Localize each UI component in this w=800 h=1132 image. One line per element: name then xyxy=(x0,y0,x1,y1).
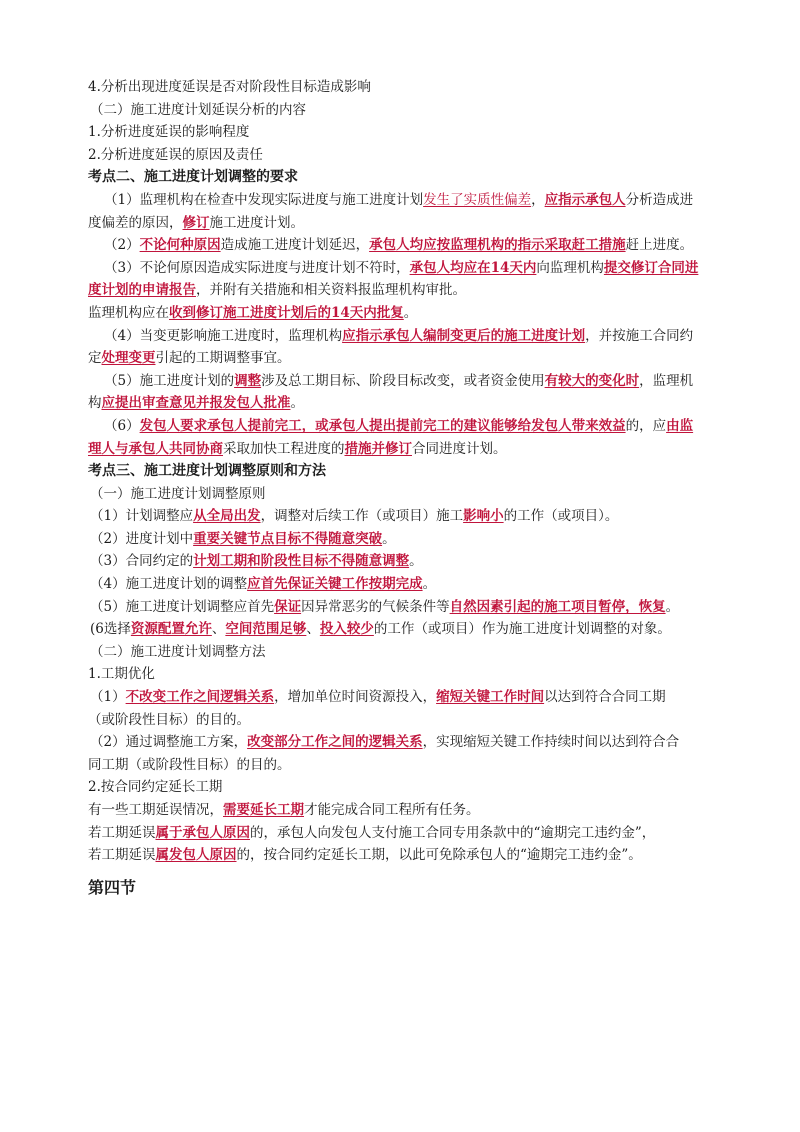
text-segment: 。 xyxy=(422,576,437,593)
text-line xyxy=(88,325,740,348)
text-segment: 2.分析进度延误的原因及责任 xyxy=(88,146,263,163)
text-segment: 。 xyxy=(665,598,680,615)
text-segment: （4）施工进度计划的调整 xyxy=(90,576,248,593)
text-line xyxy=(88,528,740,551)
text-segment: ，并附有关措施和相关资料报监理机构审批。 xyxy=(196,282,466,299)
text-line xyxy=(88,76,740,99)
document-body xyxy=(88,76,740,867)
text-segment: （2） xyxy=(104,237,140,254)
text-segment: 若工期延误 xyxy=(88,847,156,864)
text-line xyxy=(88,483,740,506)
text-line xyxy=(88,460,740,483)
text-segment: （二）施工进度计划延误分析的内容 xyxy=(90,101,306,118)
text-segment: 以达到符合合同工期 xyxy=(544,689,666,706)
text-line xyxy=(88,347,740,370)
highlighted-text: 收到修订施工进度计划后的14天内批复 xyxy=(169,304,404,321)
text-segment: （1） xyxy=(90,689,126,706)
text-segment: 的工作（或项目）。 xyxy=(503,508,619,525)
text-segment: （或阶段性目标）的目的。 xyxy=(88,711,250,728)
text-segment: ，监理机 xyxy=(639,372,694,389)
highlighted-text: 提交修订合同进 xyxy=(603,259,699,276)
highlighted-text: 属发包人原因 xyxy=(155,847,237,864)
highlighted-text: 措施并修订 xyxy=(344,440,412,457)
highlighted-text: 由监 xyxy=(666,417,694,434)
highlighted-text: 承包人均应按监理机构的指示采取赶工措施 xyxy=(369,237,626,254)
text-segment: 分析造成进 xyxy=(625,191,694,208)
text-line xyxy=(88,573,740,596)
text-segment: 2.按合同约定延长工期 xyxy=(88,779,223,796)
text-line xyxy=(88,550,740,573)
text-line xyxy=(88,709,740,732)
highlighted-text: 不论何种原因 xyxy=(139,237,221,254)
text-segment: (6选择 xyxy=(90,621,131,638)
text-segment: ，调整对后续工作（或项目）施工 xyxy=(260,508,464,525)
highlighted-text: 保证 xyxy=(274,598,302,615)
text-line xyxy=(88,822,740,845)
text-segment: 4.分析出现进度延误是否对阶段性目标造成影响 xyxy=(88,79,371,95)
text-segment: （2）通过调整施工方案， xyxy=(90,734,248,751)
text-segment: （二）施工进度计划调整方法 xyxy=(90,643,266,660)
text-segment: 的，按合同约定延长工期，以此可免除承包人的“逾期完工违约金”。 xyxy=(236,847,642,864)
text-segment: 合同进度计划。 xyxy=(412,440,507,457)
text-segment: 涉及总工期目标、阶段目标改变，或者资金使用 xyxy=(261,372,545,389)
text-line xyxy=(88,776,740,799)
highlighted-text: 自然因素引起的施工项目暂停，恢复 xyxy=(449,598,666,615)
text-segment: ， xyxy=(531,191,545,208)
text-segment: （1）监理机构在检查中发现实际进度与施工进度计划 xyxy=(104,191,424,208)
text-segment: 因异常恶劣的气候条件等 xyxy=(301,598,450,615)
section-heading: 考点二、施工进度计划调整的要求 xyxy=(88,169,298,186)
text-segment: 有一些工期延误情况， xyxy=(88,802,223,818)
highlighted-text: 发生了实质性偏差 xyxy=(423,191,532,208)
text-segment: （3）不论何原因造成实际进度与进度计划不符时， xyxy=(104,259,410,276)
text-line xyxy=(88,234,740,257)
text-segment: 、 xyxy=(306,621,320,638)
text-segment: 度偏差的原因， xyxy=(88,214,183,231)
text-line xyxy=(88,144,740,167)
text-segment: 同工期（或阶段性目标）的目的。 xyxy=(88,756,291,773)
text-segment: （3）合同约定的 xyxy=(90,553,194,570)
highlighted-text: 缩短关键工作时间 xyxy=(436,689,545,706)
highlighted-text: 不改变工作之间逻辑关系 xyxy=(125,689,275,706)
text-segment: 的，承包人向发包人支付施工合同专用条款中的“逾期完工违约金”， xyxy=(250,824,656,841)
highlighted-text: 影响小 xyxy=(463,508,504,525)
text-segment: 造成施工进度计划延迟， xyxy=(220,237,370,254)
highlighted-text: 有较大的变化时 xyxy=(544,372,640,389)
text-segment: （一）施工进度计划调整原则 xyxy=(90,485,266,502)
highlighted-text: 应首先保证关键工作按期完成 xyxy=(247,576,423,593)
highlighted-text: 应提出审查意见并报发包人批准 xyxy=(101,395,291,412)
text-line xyxy=(88,641,740,664)
text-line xyxy=(88,279,740,302)
text-segment: （1）计划调整应 xyxy=(90,508,194,525)
text-line xyxy=(88,257,740,280)
text-line xyxy=(88,686,740,709)
text-segment: 施工进度计划。 xyxy=(209,214,304,231)
text-segment: （5）施工进度计划调整应首先 xyxy=(90,598,275,615)
text-segment: ，增加单位时间资源投入， xyxy=(274,689,437,706)
text-line xyxy=(88,731,740,754)
highlighted-text: 改变部分工作之间的逻辑关系 xyxy=(247,734,423,751)
text-segment: 1.工期优化 xyxy=(88,666,155,683)
text-line xyxy=(88,121,740,144)
text-segment: 。 xyxy=(409,553,423,570)
text-segment: （4）当变更影响施工进度时，监理机构 xyxy=(104,327,343,344)
highlighted-text: 应指示承包人 xyxy=(544,191,626,208)
highlighted-text: 度计划的申请报告 xyxy=(88,282,196,299)
highlighted-text: 理人与承包人共同协商 xyxy=(88,440,223,457)
text-line xyxy=(88,618,740,641)
text-segment: （2）进度计划中 xyxy=(90,530,194,547)
text-line xyxy=(88,663,740,686)
highlighted-text: 修订 xyxy=(182,214,210,231)
text-line xyxy=(88,189,740,212)
text-segment: 、 xyxy=(211,621,226,638)
section-heading: 考点三、施工进度计划调整原则和方法 xyxy=(88,463,326,480)
text-segment: 1.分析进度延误的影响程度 xyxy=(88,124,250,141)
highlighted-text: 需要延长工期 xyxy=(223,802,304,818)
text-segment: 向监理机构 xyxy=(536,259,604,276)
text-line xyxy=(88,799,740,822)
highlighted-text: 空间范围足够 xyxy=(225,621,307,638)
text-segment: 构 xyxy=(88,395,102,412)
highlighted-text: 计划工期和阶段性目标不得随意调整 xyxy=(193,553,410,570)
text-segment: 引起的工期调整事宜。 xyxy=(155,350,291,367)
text-segment: ，实现缩短关键工作持续时间以达到符合合 xyxy=(422,734,680,751)
text-line xyxy=(88,166,740,189)
text-segment: （5）施工进度计划的 xyxy=(104,372,235,389)
section-title: 第四节 xyxy=(88,877,137,897)
highlighted-text: 属于承包人原因 xyxy=(155,824,250,841)
highlighted-text: 发包人要求承包人提前完工，或承包人提出提前完工的建议能够给发包人带来效益 xyxy=(139,417,626,434)
text-segment: 。 xyxy=(403,304,418,321)
highlighted-text: 从全局出发 xyxy=(193,508,261,525)
text-segment: 。 xyxy=(290,395,304,412)
text-line xyxy=(88,754,740,777)
highlighted-text: 应指示承包人编制变更后的施工进度计划 xyxy=(342,327,586,344)
text-segment: 定 xyxy=(88,350,102,367)
text-segment: 监理机构应在 xyxy=(88,304,169,321)
highlighted-text: 重要关键节点目标不得随意突破 xyxy=(193,530,383,547)
text-segment: （6） xyxy=(104,417,140,434)
text-line xyxy=(88,438,740,461)
text-segment: 。 xyxy=(382,530,396,547)
highlighted-text: 承包人均应在14天内 xyxy=(409,259,537,276)
text-segment: 赶上进度。 xyxy=(625,237,694,254)
text-line xyxy=(88,302,740,325)
text-segment: 的，应 xyxy=(625,417,667,434)
text-line xyxy=(88,596,740,619)
text-segment: 的工作（或项目）作为施工进度计划调整的对象。 xyxy=(373,621,671,638)
text-segment: ，并按施工合同约 xyxy=(585,327,694,344)
text-line xyxy=(88,392,740,415)
highlighted-text: 资源配置允许 xyxy=(130,621,212,638)
text-line xyxy=(88,99,740,122)
text-line xyxy=(88,844,740,867)
text-segment: 若工期延误 xyxy=(88,824,156,841)
text-segment: 才能完成合同工程所有任务。 xyxy=(304,802,480,818)
highlighted-text: 调整 xyxy=(234,372,262,389)
text-line xyxy=(88,370,740,393)
text-line xyxy=(88,505,740,528)
highlighted-text: 处理变更 xyxy=(101,350,156,367)
text-line xyxy=(88,212,740,235)
text-line xyxy=(88,415,740,438)
highlighted-text: 投入较少 xyxy=(319,621,374,638)
text-segment: 采取加快工程进度的 xyxy=(223,440,345,457)
